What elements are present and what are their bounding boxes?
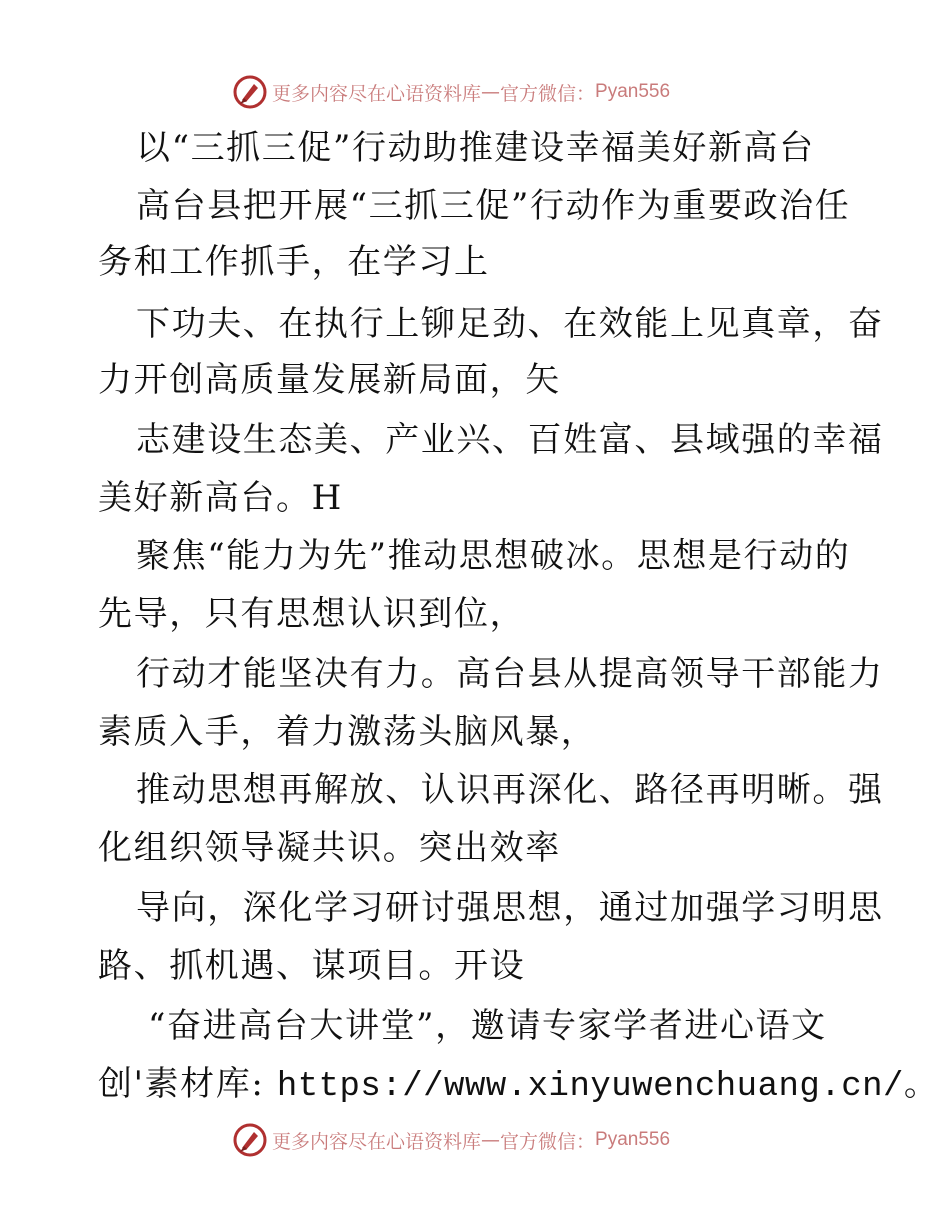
header-banner bbox=[232, 72, 670, 112]
website-link[interactable]: https://www.xinyuwenchuang.cn/ bbox=[276, 1068, 904, 1106]
text-line: 高台县把开展“三抓三促”行动作为重要政治任 bbox=[136, 186, 851, 226]
document-title: 以“三抓三促”行动助推建设幸福美好新高台 bbox=[136, 128, 815, 168]
banner-wechat-label: 官方微信： bbox=[500, 82, 596, 105]
text-line: 素质入手，着力激荡头脑风暴， bbox=[98, 712, 597, 752]
text-line: 推动思想再解放、认识再深化、路径再明晰。强 bbox=[136, 770, 884, 810]
banner-separator: — bbox=[481, 81, 501, 103]
banner-wechat-label: 官方微信： bbox=[500, 1130, 596, 1153]
banner-text: 更多内容尽在心语资料库 bbox=[272, 82, 482, 105]
banner-separator: — bbox=[481, 1129, 501, 1151]
text-line: 导向，深化学习研讨强思想，通过加强学习明思 bbox=[136, 888, 884, 928]
banner-text: 更多内容尽在心语资料库 bbox=[272, 1130, 482, 1153]
footer-banner bbox=[232, 1120, 670, 1160]
link-prefix: 创'素材库: bbox=[98, 1064, 277, 1104]
banner-wechat-id: Pyan556 bbox=[595, 81, 671, 102]
text-line: 先导，只有思想认识到位， bbox=[98, 594, 526, 634]
logo-icon bbox=[232, 1122, 268, 1158]
text-line: 下功夫、在执行上铆足劲、在效能上见真章，奋 bbox=[136, 304, 884, 344]
text-line-with-link bbox=[98, 1064, 940, 1107]
banner-wechat-id: Pyan556 bbox=[595, 1129, 671, 1150]
text-line: 志建设生态美、产业兴、百姓富、县域强的幸福 bbox=[136, 420, 884, 460]
text-line: “奋进高台大讲堂”，邀请专家学者进心语文 bbox=[148, 1006, 827, 1046]
text-line: 化组织领导凝共识。突出效率 bbox=[98, 828, 561, 868]
text-line: 聚焦“能力为先”推动思想破冰。思想是行动的 bbox=[136, 536, 851, 576]
text-line: 力开创高质量发展新局面，矢 bbox=[98, 360, 561, 400]
link-suffix: 。 bbox=[903, 1064, 940, 1104]
logo-icon bbox=[232, 74, 268, 110]
text-line: 路、抓机遇、谋项目。开设 bbox=[98, 946, 526, 986]
text-line: 行动才能坚决有力。高台县从提高领导干部能力 bbox=[136, 654, 884, 694]
text-line: 务和工作抓手，在学习上 bbox=[98, 242, 490, 282]
text-line: 美好新高台。H bbox=[98, 478, 343, 518]
